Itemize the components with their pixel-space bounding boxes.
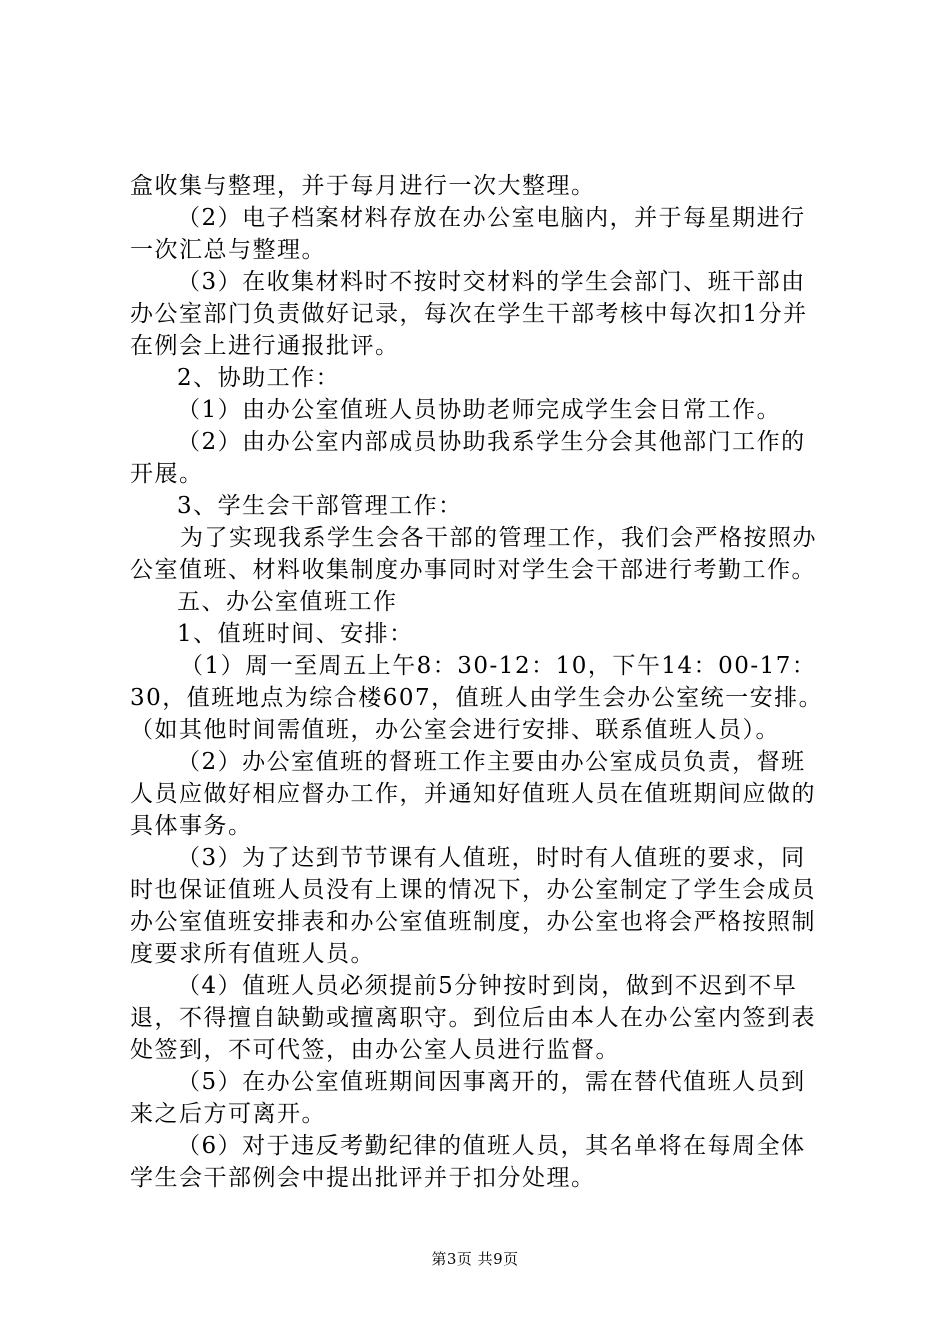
paragraph: 盒收集与整理，并于每月进行一次大整理。	[130, 173, 596, 199]
paragraph: 为了实现我系学生会各干部的管理工作，我们会严格按照办公室值班、材料收集制度办事同时对学生会干部进行考勤工作。	[130, 525, 817, 583]
document-body	[130, 170, 830, 1194]
section-heading: 3、学生会干部管理工作：	[177, 493, 463, 519]
paragraph: （6）对于违反考勤纪律的值班人员，其名单将在每周全体学生会干部例会中提出批评并于扣分处理。	[130, 1133, 806, 1191]
paragraph: （1）周一至周五上午8：30-12：10，下午14：00-17：30，值班地点为综合楼607，值班人由学生会办公室统一安排。（如其他时间需值班，办公室会进行安排、联系值班人员）。	[130, 653, 824, 743]
paragraph: （4）值班人员必须提前5分钟按时到岗，做到不迟到不早退，不得擅自缺勤或擅离职守。到位后由本人在办公室内签到表处签到，不可代签，由办公室人员进行监督。	[130, 973, 816, 1063]
section-heading: 五、办公室值班工作	[177, 589, 398, 615]
paragraph: （1）由办公室值班人员协助老师完成学生会日常工作。	[177, 397, 782, 423]
paragraph: （5）在办公室值班期间因事离开的，需在替代值班人员到来之后方可离开。	[130, 1069, 806, 1127]
paragraph: （3）为了达到节节课有人值班，时时有人值班的要求，同时也保证值班人员没有上课的情况下，办公室制定了学生会成员办公室值班安排表和办公室值班制度，办公室也将会严格按照制度要求所有值班人员。	[130, 845, 816, 967]
section-heading: 2、协助工作：	[177, 365, 341, 391]
paragraph: （2）办公室值班的督班工作主要由办公室成员负责，督班人员应做好相应督办工作，并通知好值班人员在值班期间应做的具体事务。	[130, 749, 816, 839]
page-footer: 第3页 共9页	[431, 1250, 519, 1268]
paragraph: （2）电子档案材料存放在办公室电脑内，并于每星期进行一次汇总与整理。	[130, 205, 806, 263]
paragraph: （2）由办公室内部成员协助我系学生分会其他部门工作的开展。	[130, 429, 806, 487]
section-heading: 1、值班时间、安排：	[177, 621, 414, 647]
paragraph: （3）在收集材料时不按时交材料的学生会部门、班干部由办公室部门负责做好记录，每次在学生干部考核中每次扣1分并在例会上进行通报批评。	[130, 269, 808, 359]
